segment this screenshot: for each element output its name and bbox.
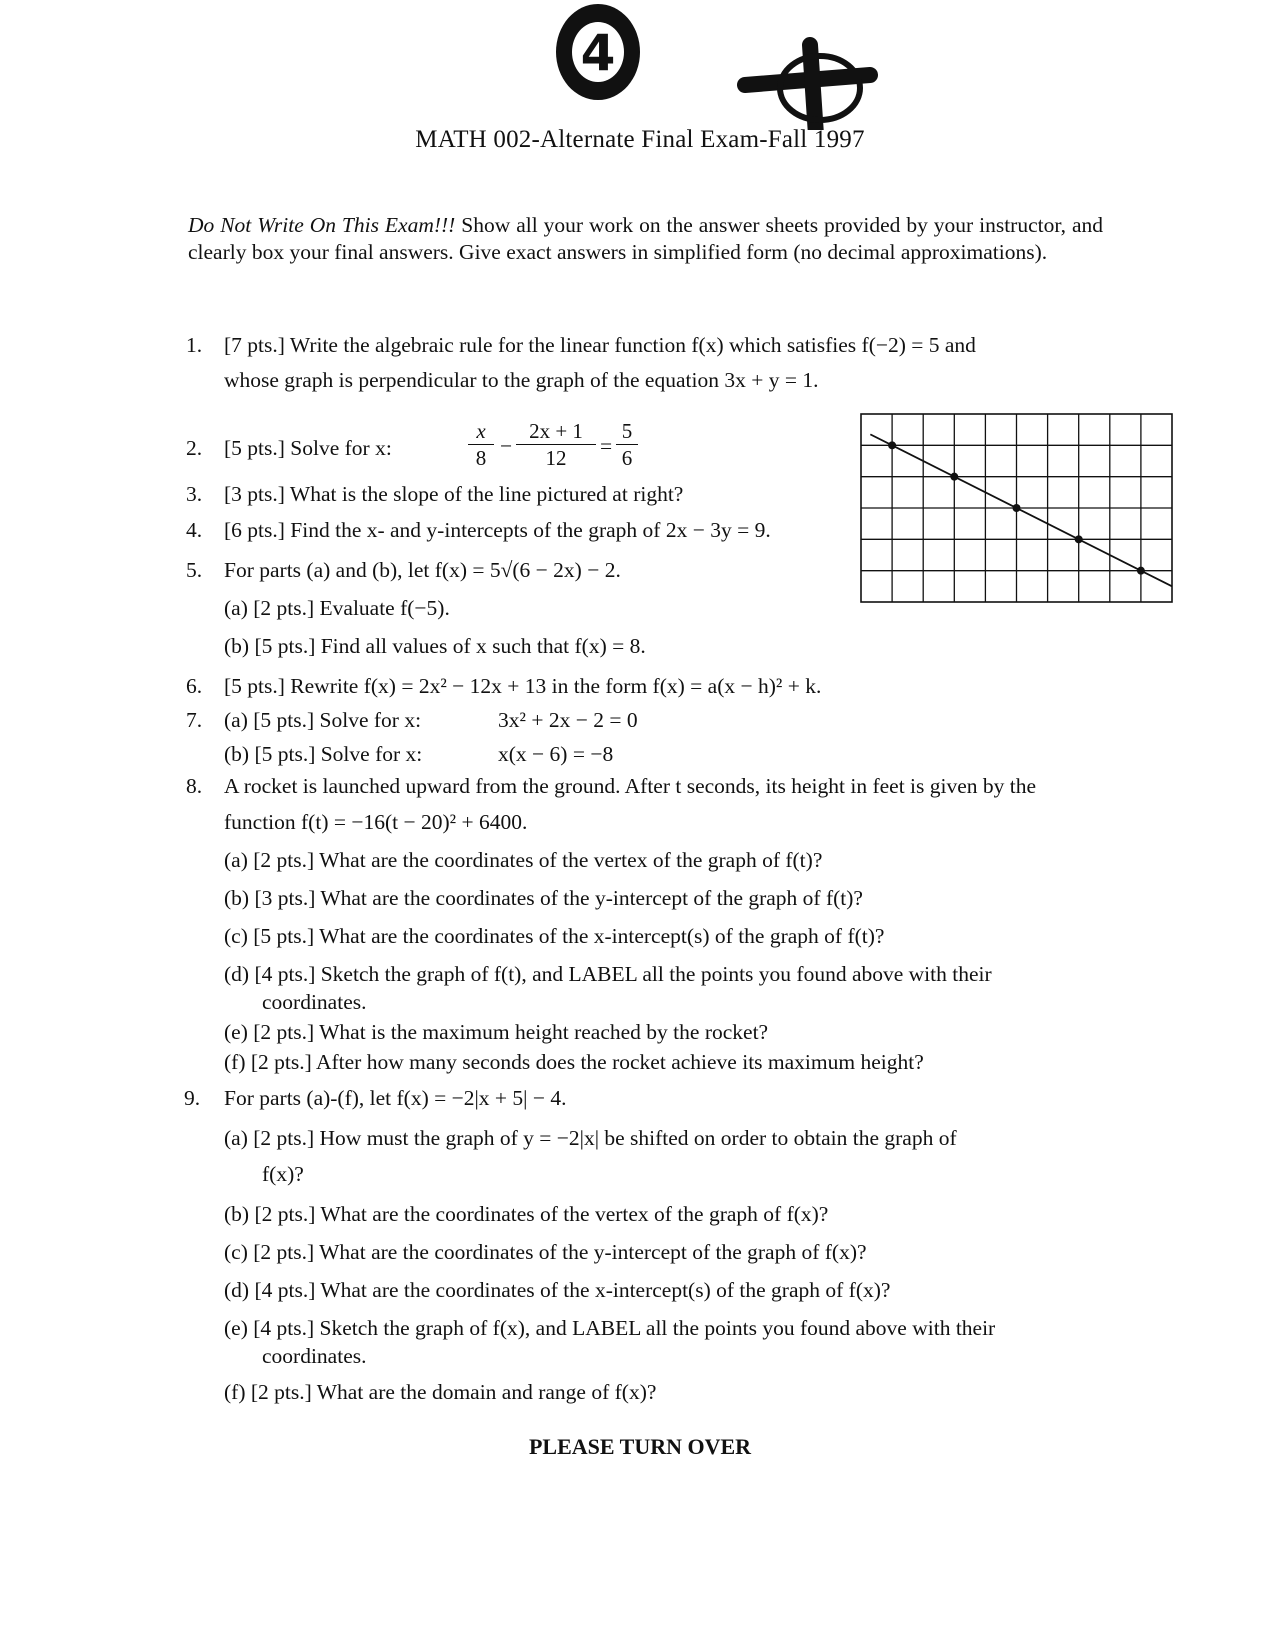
q3-text: [3 pts.] What is the slope of the line pictured at right? — [224, 482, 684, 506]
turn-over-note: PLEASE TURN OVER — [528, 1434, 752, 1459]
q7-number: 7. — [186, 708, 203, 732]
q7-part-b-equation: x(x − 6) = −8 — [498, 742, 614, 766]
q5-number: 5. — [186, 558, 203, 582]
q8-part-f: (f) [2 pts.] After how many seconds does the rocket achieve its maximum height? — [224, 1050, 924, 1074]
q8-number: 8. — [186, 774, 203, 798]
q9-part-c: (c) [2 pts.] What are the coordinates of the y-intercept of the graph of f(x)? — [224, 1240, 867, 1264]
q9-text: For parts (a)-(f), let f(x) = −2|x + 5| − 4. — [224, 1086, 567, 1110]
q2-fraction-2: 2x + 1 12 — [516, 418, 596, 471]
q8-part-d-continued: coordinates. — [262, 990, 367, 1014]
graph-point — [1013, 504, 1021, 512]
q2-equals: = — [600, 434, 613, 458]
handwritten-grade-marks — [520, 0, 920, 130]
q9-part-a: (a) [2 pts.] How must the graph of y = −2|x| be shifted on order to obtain the graph of — [224, 1126, 957, 1150]
q6-text: [5 pts.] Rewrite f(x) = 2x² − 12x + 13 in the form f(x) = a(x − h)² + k. — [224, 674, 822, 698]
q5-part-a: (a) [2 pts.] Evaluate f(−5). — [224, 596, 450, 620]
q8-part-c: (c) [5 pts.] What are the coordinates of the x-intercept(s) of the graph of f(t)? — [224, 924, 885, 948]
q9-part-a-continued: f(x)? — [262, 1162, 304, 1186]
graph-point — [1137, 567, 1145, 575]
q9-part-e: (e) [4 pts.] Sketch the graph of f(x), and LABEL all the points you found above with their — [224, 1316, 996, 1340]
q6-number: 6. — [186, 674, 203, 698]
grade-number: 4 — [580, 24, 616, 82]
graph-point — [1075, 535, 1083, 543]
q1-text-continued: whose graph is perpendicular to the graph of the equation 3x + y = 1. — [224, 368, 819, 392]
q7-part-b: (b) [5 pts.] Solve for x: — [224, 742, 423, 766]
q1-number: 1. — [186, 333, 203, 357]
q7-part-a-equation: 3x² + 2x − 2 = 0 — [498, 708, 638, 732]
instructions-paragraph — [188, 212, 1103, 266]
q9-part-d: (d) [4 pts.] What are the coordinates of the x-intercept(s) of the graph of f(x)? — [224, 1278, 891, 1302]
q4-text: [6 pts.] Find the x- and y-intercepts of the graph of 2x − 3y = 9. — [224, 518, 771, 542]
q9-number: 9. — [184, 1086, 201, 1110]
exam-title: MATH 002-Alternate Final Exam-Fall 1997 — [415, 126, 865, 153]
q3-number: 3. — [186, 482, 203, 506]
q8-part-e: (e) [2 pts.] What is the maximum height reached by the rocket? — [224, 1020, 769, 1044]
q5-text: For parts (a) and (b), let f(x) = 5√(6 − 2x) − 2. — [224, 558, 621, 582]
q9-part-f: (f) [2 pts.] What are the domain and range of f(x)? — [224, 1380, 657, 1404]
q2-fraction-3: 5 6 — [616, 418, 638, 471]
q8-part-d: (d) [4 pts.] Sketch the graph of f(t), and LABEL all the points you found above with their — [224, 962, 992, 986]
q2-text: [5 pts.] Solve for x: — [224, 436, 392, 460]
q3-line-graph — [859, 412, 1174, 604]
q8-part-b: (b) [3 pts.] What are the coordinates of the y-intercept of the graph of f(t)? — [224, 886, 863, 910]
instructions-text: Show all your work on the answer sheets provided by your instructor, and clearly box your final answers. Give exact answers in simplified form (no decimal approximations). — [188, 213, 1103, 264]
q8-text-continued: function f(t) = −16(t − 20)² + 6400. — [224, 810, 528, 834]
q2-fraction-1: x 8 — [468, 418, 494, 471]
q5-part-b: (b) [5 pts.] Find all values of x such that f(x) = 8. — [224, 634, 646, 658]
graph-line — [870, 434, 1172, 586]
q4-number: 4. — [186, 518, 203, 542]
q2-number: 2. — [186, 436, 203, 460]
q9-part-e-continued: coordinates. — [262, 1344, 367, 1368]
q1-text: [7 pts.] Write the algebraic rule for the linear function f(x) which satisfies f(−2) = 5 and — [224, 333, 976, 357]
q2-minus: − — [500, 434, 513, 458]
plus-sign-mark — [745, 45, 870, 130]
instructions-warning: Do Not Write On This Exam!!! — [188, 213, 456, 237]
graph-point — [950, 473, 958, 481]
graph-point — [888, 441, 896, 449]
q8-part-a: (a) [2 pts.] What are the coordinates of the vertex of the graph of f(t)? — [224, 848, 823, 872]
q8-text: A rocket is launched upward from the ground. After t seconds, its height in feet is given by the — [224, 774, 1037, 798]
q9-part-b: (b) [2 pts.] What are the coordinates of the vertex of the graph of f(x)? — [224, 1202, 829, 1226]
q7-part-a: (a) [5 pts.] Solve for x: — [224, 708, 422, 732]
